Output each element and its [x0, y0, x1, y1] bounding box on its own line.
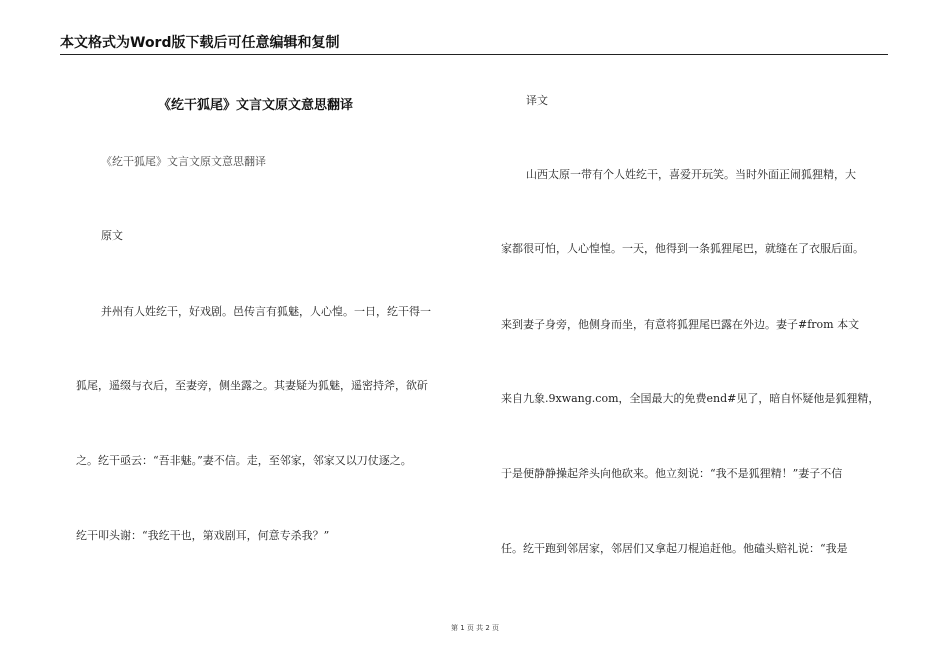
translation-label: 译文: [526, 94, 548, 107]
original-text-line: 狐尾，遥缀与衣后，至妻旁，侧坐露之。其妻疑为狐魅，遥密持斧，欲斫: [76, 379, 428, 392]
original-text-line: 并州有人姓纥干，好戏剧。邑传言有狐魅，人心惶。一日，纥干得一: [101, 305, 431, 318]
page-number: 第 1 页 共 2 页: [450, 624, 500, 632]
translation-line: 任。纥干跑到邻居家，邻居们又拿起刀棍追赶他。他磕头赔礼说：“我是: [501, 542, 848, 555]
original-text-label: 原文: [101, 229, 123, 242]
translation-line: 山西太原一带有个人姓纥干，喜爱开玩笑。当时外面正闹狐狸精，大: [526, 168, 856, 181]
header-title: 本文格式为Word版下载后可任意编辑和复制: [60, 35, 340, 51]
translation-line: 家都很可怕，人心惶惶。一天，他得到一条狐狸尾巴，就缝在了衣服后面。: [501, 242, 864, 255]
document-title: 《纥干狐尾》文言文原文意思翻译: [158, 98, 354, 113]
page-header: [60, 34, 888, 55]
translation-line: 于是便静静操起斧头向他砍来。他立刻说：“我不是狐狸精！”妻子不信: [501, 467, 843, 480]
original-text-line: 纥干叩头谢：“我纥干也，第戏剧耳，何意专杀我？”: [76, 529, 330, 542]
document-subtitle: 《纥干狐尾》文言文原文意思翻译: [101, 155, 266, 168]
translation-line: 来自九象.9xwang.com，全国最大的免费end#见了，暗自怀疑他是狐狸精，: [501, 392, 880, 405]
original-text-line: 之。纥干亟云：“吾非魅。”妻不信。走，至邻家，邻家又以刀仗逐之。: [76, 454, 412, 467]
translation-line: 来到妻子身旁，他侧身而坐，有意将狐狸尾巴露在外边。妻子#from 本文: [501, 318, 860, 331]
